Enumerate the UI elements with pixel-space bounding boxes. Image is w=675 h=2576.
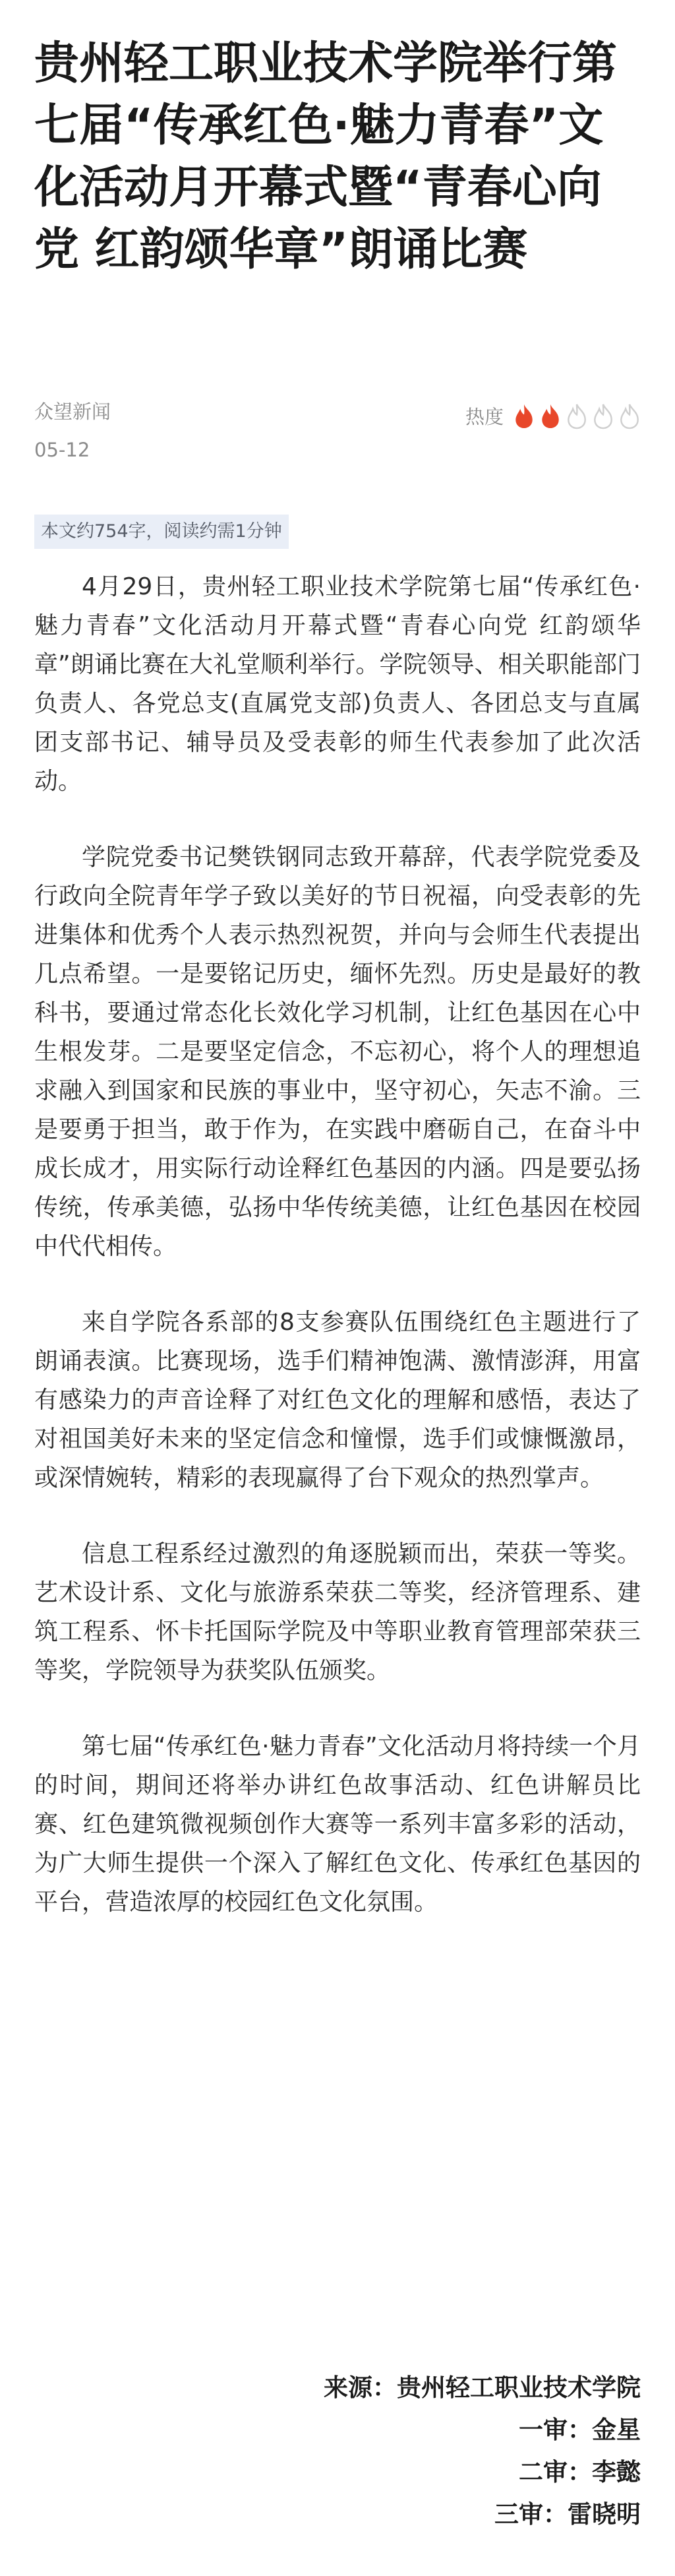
flame-icon — [566, 403, 588, 429]
article-body — [34, 567, 641, 1959]
credit-line: 三审：雷晓明 — [494, 2500, 641, 2529]
article-title: 贵州轻工职业技术学院举行第七届“传承红色·魅力青春”文化活动月开幕式暨“青春心向党 红韵颂华章”朗诵比赛 — [34, 38, 618, 276]
credit-line: 一审：金星 — [519, 2416, 641, 2444]
article-paragraph: 4月29日，贵州轻工职业技术学院第七届“传承红色·魅力青春”文化活动月开幕式暨“青春心向党 红韵颂华章”朗诵比赛在大礼堂顺利举行。学院领导、相关职能部门负责人、各党总支(直属党支部)负责人、各团总支与直属团支部书记、辅导员及受表彰的师生代表参加了此次活动。 — [34, 573, 641, 795]
heat-label: 热度 — [465, 406, 504, 428]
article-paragraph: 第七届“传承红色·魅力青春”文化活动月将持续一个月的时间，期间还将举办讲红色故事活动、红色讲解员比赛、红色建筑微视频创作大赛等一系列丰富多彩的活动，为广大师生提供一个深入了解红色文化、传承红色基因的平台，营造浓厚的校园红色文化氛围。 — [34, 1733, 641, 1916]
flame-icon — [592, 403, 614, 429]
news-source[interactable]: 众望新闻 — [34, 400, 111, 423]
word-count-badge: 本文约754字，阅读约需1分钟 — [34, 515, 289, 549]
publish-date: 05-12 — [34, 439, 90, 461]
flame-rating — [513, 403, 641, 429]
article-paragraph: 学院党委书记樊铁钢同志致开幕辞，代表学院党委及行政向全院青年学子致以美好的节日祝福，向受表彰的先进集体和优秀个人表示热烈祝贺，并向与会师生代表提出几点希望。一是要铭记历史，缅怀先烈。历史是最好的教科书，要通过常态化长效化学习机制，让红色基因在心中生根发芽。二是要坚定信念，不忘初心，将个人的理想追求融入到国家和民族的事业中，坚守初心，矢志不渝。三是要勇于担当，敢于作为，在实践中磨砺自己，在奋斗中成长成才，用实际行动诠释红色基因的内涵。四是要弘扬传统，传承美德，弘扬中华传统美德，让红色基因在校园中代代相传。 — [34, 844, 641, 1260]
flame-icon — [539, 403, 562, 429]
flame-icon — [513, 403, 535, 429]
article-paragraph: 信息工程系经过激烈的角逐脱颖而出，荣获一等奖。艺术设计系、文化与旅游系荣获二等奖，经济管理系、建筑工程系、怀卡托国际学院及中等职业教育管理部荣获三等奖，学院领导为获奖队伍颁奖。 — [34, 1540, 641, 1684]
article-meta — [34, 398, 111, 463]
credit-line: 来源：贵州轻工职业技术学院 — [324, 2373, 641, 2402]
article-credits — [324, 2367, 641, 2536]
heat-rating — [465, 402, 641, 429]
article-paragraph: 来自学院各系部的8支参赛队伍围绕红色主题进行了朗诵表演。比赛现场，选手们精神饱满、激情澎湃，用富有感染力的声音诠释了对红色文化的理解和感悟，表达了对祖国美好未来的坚定信念和憧憬，选手们或慷慨激昂，或深情婉转，精彩的表现赢得了台下观众的热烈掌声。 — [34, 1309, 641, 1492]
credit-line: 二审：李懿 — [519, 2458, 641, 2486]
flame-icon — [618, 403, 641, 429]
